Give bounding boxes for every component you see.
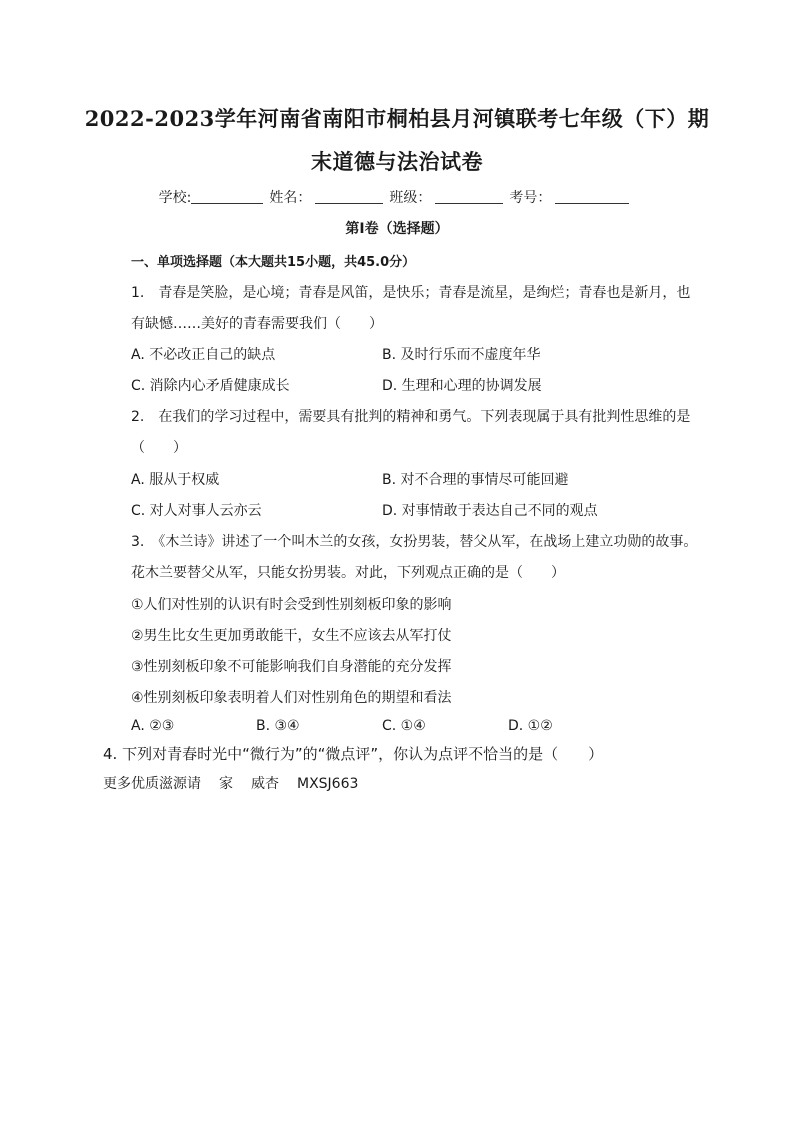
name-blank[interactable] <box>315 189 383 204</box>
q3-statement-4: ④性别刻板印象表明着人们对性别角色的期望和看法 <box>131 690 452 706</box>
exam-title-line2: 末道德与法治试卷 <box>311 149 483 174</box>
q1-stem-line1: 1. 青春是笑脸，是心境；青春是风笛，是快乐；青春是流星，是绚烂；青春也是新月，也 <box>131 285 691 301</box>
q1-option-c: C. 消除内心矛盾健康成长 <box>131 378 290 394</box>
q3-option-b: B. ③④ <box>256 718 300 734</box>
footer-part4: MXSJ663 <box>297 776 359 792</box>
q2-option-d: D. 对事情敢于表达自己不同的观点 <box>382 503 598 519</box>
q4-stem: 4. 下列对青春时光中“微行为”的“微点评”，你认为点评不恰当的是（ ） <box>103 745 604 763</box>
q2-stem-line2: （ ） <box>131 440 187 456</box>
q2-stem-line1: 2. 在我们的学习过程中，需要具有批判的精神和勇气。下列表现属于具有批判性思维的是 <box>131 409 691 425</box>
q3-option-a: A. ②③ <box>131 718 175 734</box>
name-label: 姓名： <box>269 190 312 206</box>
q1-option-d: D. 生理和心理的协调发展 <box>382 378 542 394</box>
school-label: 学校: <box>158 190 192 206</box>
class-label: 班级： <box>389 190 432 206</box>
exam-no-blank[interactable] <box>555 189 629 204</box>
footer-part1: 更多优质滋源请 <box>103 776 201 792</box>
q3-statement-3: ③性别刻板印象不可能影响我们自身潜能的充分发挥 <box>131 659 452 675</box>
q1-option-a: A. 不必改正自己的缺点 <box>131 347 276 363</box>
q2-option-a: A. 服从于权威 <box>131 472 220 488</box>
section-heading: 一、单项选择题（本大题共15小题，共45.0分） <box>131 255 416 270</box>
student-info-row <box>0 187 794 207</box>
footer-part2: 家 <box>219 776 233 792</box>
q1-stem-line2: 有缺憾……美好的青春需要我们（ ） <box>131 316 383 332</box>
exam-no-label: 考号： <box>509 190 552 206</box>
school-blank[interactable] <box>191 189 263 204</box>
footer-part3: 威杏 <box>251 776 279 792</box>
q2-option-b: B. 对不合理的事情尽可能回避 <box>382 472 569 488</box>
q3-option-d: D. ①② <box>508 718 553 734</box>
q1-option-b: B. 及时行乐而不虚度年华 <box>382 347 541 363</box>
class-blank[interactable] <box>435 189 503 204</box>
volume-heading: 第Ⅰ卷（选择题） <box>345 221 449 237</box>
q3-stem-line2: 花木兰要替父从军，只能女扮男装。对此，下列观点正确的是（ ） <box>131 565 565 581</box>
q3-stem-line1: 3. 《木兰诗》讲述了一个叫木兰的女孩，女扮男装，替父从军，在战场上建立功勋的故事。 <box>131 534 698 550</box>
q3-option-c: C. ①④ <box>382 718 426 734</box>
footer-promo <box>103 773 376 793</box>
exam-title-line1: 2022-2023学年河南省南阳市桐柏县月河镇联考七年级（下）期 <box>84 106 710 131</box>
q3-statement-1: ①人们对性别的认识有时会受到性别刻板印象的影响 <box>131 597 452 613</box>
q3-statement-2: ②男生比女生更加勇敢能干，女生不应该去从军打仗 <box>131 628 452 644</box>
q2-option-c: C. 对人对事人云亦云 <box>131 503 262 519</box>
